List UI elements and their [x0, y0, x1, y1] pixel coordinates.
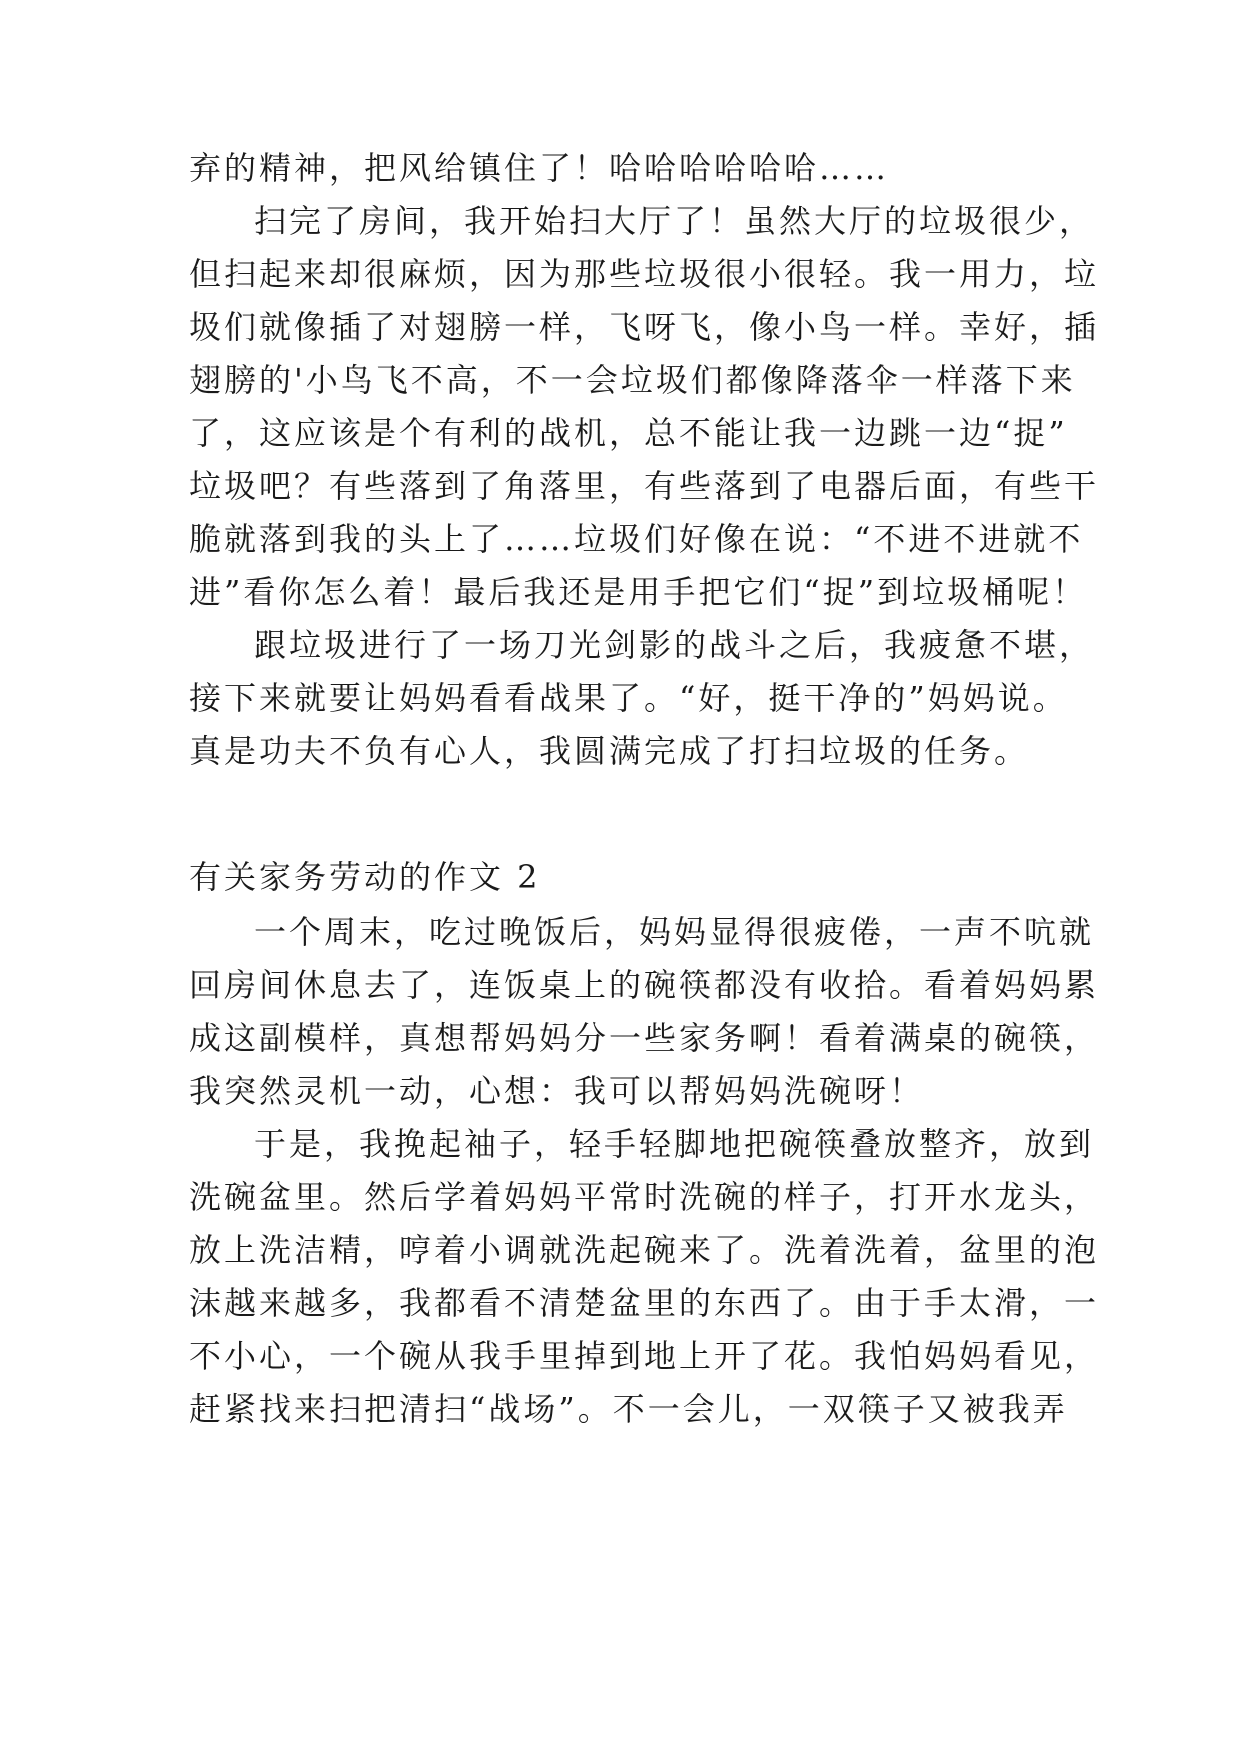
paragraph-line: 赶紧找来扫把清扫“战场”。不一会儿，一双筷子又被我弄 [189, 1390, 1068, 1428]
paragraph-line: 进”看你怎么着！最后我还是用手把它们“捉”到垃圾桶呢！ [189, 573, 1088, 611]
paragraph-line: 弃的精神，把风给镇住了！哈哈哈哈哈哈…… [189, 149, 890, 187]
paragraph-line: 于是，我挽起袖子，轻手轻脚地把碗筷叠放整齐，放到 [254, 1125, 1095, 1163]
paragraph-line: 接下来就要让妈妈看看战果了。“好，挺干净的”妈妈说。 [189, 679, 1068, 717]
section-heading: 有关家务劳动的作文 2 [189, 858, 541, 896]
paragraph-line: 圾们就像插了对翅膀一样，飞呀飞，像小鸟一样。幸好，插 [189, 308, 1100, 346]
paragraph-line: 但扫起来却很麻烦，因为那些垃圾很小很轻。我一用力，垃 [189, 255, 1100, 293]
paragraph-line: 脆就落到我的头上了……垃圾们好像在说：“不进不进就不 [189, 520, 1084, 558]
paragraph-line: 垃圾吧？有些落到了角落里，有些落到了电器后面，有些干 [189, 467, 1100, 505]
paragraph-line: 洗碗盆里。然后学着妈妈平常时洗碗的样子，打开水龙头， [189, 1178, 1100, 1216]
paragraph-line: 放上洗洁精，哼着小调就洗起碗来了。洗着洗着，盆里的泡 [189, 1231, 1100, 1269]
paragraph-line: 跟垃圾进行了一场刀光剑影的战斗之后，我疲惫不堪， [254, 626, 1095, 664]
paragraph-line: 翅膀的'小鸟飞不高，不一会垃圾们都像降落伞一样落下来 [189, 361, 1076, 399]
paragraph-line: 我突然灵机一动，心想：我可以帮妈妈洗碗呀！ [189, 1072, 925, 1110]
paragraph-line: 一个周末，吃过晚饭后，妈妈显得很疲倦，一声不吭就 [254, 913, 1095, 951]
paragraph-line: 沫越来越多，我都看不清楚盆里的东西了。由于手太滑，一 [189, 1284, 1100, 1322]
paragraph-line: 真是功夫不负有心人，我圆满完成了打扫垃圾的任务。 [189, 732, 1030, 770]
paragraph-line: 扫完了房间，我开始扫大厅了！虽然大厅的垃圾很少， [254, 202, 1095, 240]
paragraph-line: 了，这应该是个有利的战机，总不能让我一边跳一边“捉” [189, 414, 1068, 452]
paragraph-line: 回房间休息去了，连饭桌上的碗筷都没有收拾。看着妈妈累 [189, 966, 1100, 1004]
paragraph-line: 成这副模样，真想帮妈妈分一些家务啊！看着满桌的碗筷， [189, 1019, 1100, 1057]
paragraph-line: 不小心，一个碗从我手里掉到地上开了花。我怕妈妈看见， [189, 1337, 1100, 1375]
